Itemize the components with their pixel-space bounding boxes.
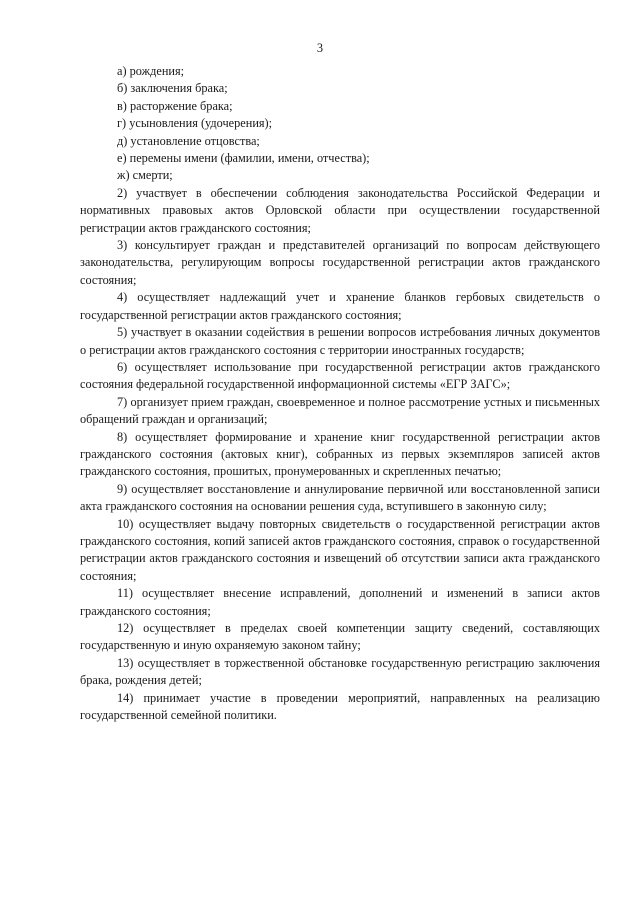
list-item: 2) участвует в обеспечении соблюдения законодательства Российской Федерации и нормативных правовых актов Орловской области при осуществлении государственной регистрации актов гражданского состояния; <box>80 185 600 235</box>
list-item: г) усыновления (удочерения); <box>117 116 273 131</box>
list-item: 9) осуществляет восстановление и аннулирование первичной или восстановленной записи акта гражданского состояния на основании решения суда, вступившего в законную силу; <box>80 481 600 514</box>
list-item: 5) участвует в оказании содействия в решении вопросов истребования личных документов о регистрации актов гражданского состояния с территории иностранных государств; <box>80 325 600 357</box>
list-item: ж) смерти; <box>117 168 173 183</box>
list-item: б) заключения брака; <box>117 81 228 96</box>
list-item: 3) консультирует граждан и представителей организаций по вопросам действующего законодательства, регулирующим вопросы государственной регистрации актов гражданского состояния; <box>80 238 600 287</box>
list-item: д) установление отцовства; <box>117 133 260 148</box>
list-item: 7) организует прием граждан, своевременное и полное рассмотрение устных и письменных обращений граждан и организаций; <box>80 394 600 427</box>
list-item: 13) осуществляет в торжественной обстановке государственную регистрацию заключения брака, рождения детей; <box>80 655 600 688</box>
list-item: 8) осуществляет формирование и хранение книг государственной регистрации актов гражданского состояния (актовых книг), собранных из первых экземпляров записей актов гражданского состояния, прошитых, пронумерованных и скрепленных печатью; <box>80 429 600 479</box>
list-item: 10) осуществляет выдачу повторных свидетельств о государственной регистрации актов гражданского состояния, копий записей актов гражданского состояния, справок о государственной регистрации актов гражданского состояния и извещений об отсутствии записи акта гражданского состояния; <box>80 516 600 583</box>
document-body <box>80 63 600 724</box>
list-item: 14) принимает участие в проведении мероприятий, направленных на реализацию государственной семейной политики. <box>80 690 600 723</box>
list-item: 4) осуществляет надлежащий учет и хранение бланков гербовых свидетельств о государственной регистрации актов гражданского состояния; <box>80 290 600 322</box>
list-item: е) перемены имени (фамилии, имени, отчества); <box>117 151 370 166</box>
list-item: в) расторжение брака; <box>117 98 233 113</box>
page-number: 3 <box>316 41 324 55</box>
list-item: 12) осуществляет в пределах своей компетенции защиту сведений, составляющих государственную и иную охраняемую законом тайну; <box>80 621 600 653</box>
list-item: 6) осуществляет использование при государственной регистрации актов гражданского состояния федеральной государственной информационной системы «ЕГР ЗАГС»; <box>80 359 600 392</box>
list-item: 11) осуществляет внесение исправлений, дополнений и изменений в записи актов гражданского состояния; <box>80 586 600 618</box>
list-item: а) рождения; <box>117 64 185 78</box>
